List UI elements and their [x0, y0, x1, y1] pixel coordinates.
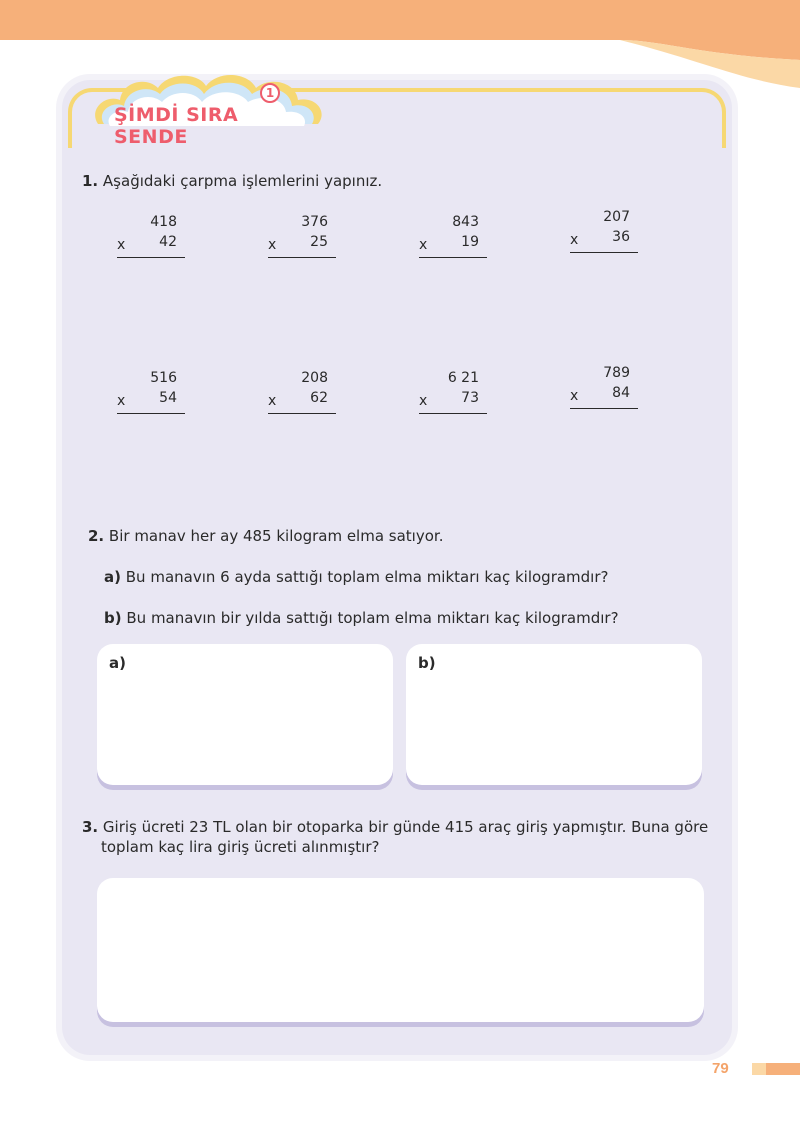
multiplication-problem — [117, 214, 185, 266]
multiplier: 54 — [159, 390, 177, 406]
multiplication-problem — [117, 370, 185, 422]
question-2a-label: a) — [104, 568, 121, 586]
multiplier: 62 — [310, 390, 328, 406]
multiplication-problem — [268, 370, 336, 422]
multiplication-problem — [570, 365, 638, 417]
question-3-line-2: toplam kaç lira giriş ücreti alınmıştır? — [101, 838, 380, 856]
answer-box-b[interactable] — [406, 644, 702, 785]
result-line — [419, 413, 487, 414]
question-1 — [82, 172, 382, 190]
question-2b — [104, 609, 619, 627]
multiplicand: 207 — [603, 209, 630, 225]
times-sign: x — [419, 393, 428, 409]
result-line — [570, 408, 638, 409]
multiplication-problem — [419, 370, 487, 422]
section-title: ŞİMDİ SIRA SENDE — [114, 104, 239, 148]
times-sign: x — [117, 393, 126, 409]
question-2a — [104, 568, 608, 586]
result-line — [570, 252, 638, 253]
times-sign: x — [570, 388, 579, 404]
question-2 — [88, 527, 443, 545]
question-1-prompt: Aşağıdaki çarpma işlemlerini yapınız. — [102, 172, 383, 190]
answer-box-3[interactable] — [97, 878, 704, 1022]
question-3-line-1: Giriş ücreti 23 TL olan bir otoparka bir günde 415 araç giriş yapmıştır. Buna göre — [102, 818, 709, 836]
multiplicand: 208 — [301, 370, 328, 386]
multiplicand: 843 — [452, 214, 479, 230]
times-sign: x — [268, 237, 277, 253]
question-2-number: 2. — [88, 527, 105, 545]
result-line — [419, 257, 487, 258]
multiplier: 25 — [310, 234, 328, 250]
result-line — [268, 413, 336, 414]
multiplier: 19 — [461, 234, 479, 250]
question-2a-text: Bu manavın 6 ayda sattığı toplam elma miktarı kaç kilogramdır? — [125, 568, 609, 586]
result-line — [268, 257, 336, 258]
times-sign: x — [419, 237, 428, 253]
page-number: 79 — [712, 1060, 729, 1077]
multiplication-problem — [570, 209, 638, 261]
times-sign: x — [117, 237, 126, 253]
page-tab-accent — [752, 1063, 766, 1075]
times-sign: x — [570, 232, 579, 248]
answer-box-b-label: b) — [418, 654, 436, 672]
question-1-number: 1. — [82, 172, 99, 190]
multiplicand: 376 — [301, 214, 328, 230]
multiplication-problem — [419, 214, 487, 266]
multiplier: 73 — [461, 390, 479, 406]
answer-box-a[interactable] — [97, 644, 393, 785]
question-2-prompt: Bir manav her ay 485 kilogram elma satıyor. — [108, 527, 444, 545]
result-line — [117, 413, 185, 414]
times-sign: x — [268, 393, 277, 409]
answer-box-a-label: a) — [109, 654, 126, 672]
multiplicand: 789 — [603, 365, 630, 381]
question-2b-label: b) — [104, 609, 122, 627]
multiplier: 84 — [612, 385, 630, 401]
question-3 — [82, 817, 722, 857]
question-2b-text: Bu manavın bir yılda sattığı toplam elma miktarı kaç kilogramdır? — [126, 609, 619, 627]
multiplicand: 418 — [150, 214, 177, 230]
result-line — [117, 257, 185, 258]
question-3-number: 3. — [82, 818, 99, 836]
multiplier: 42 — [159, 234, 177, 250]
multiplicand: 516 — [150, 370, 177, 386]
multiplication-problem — [268, 214, 336, 266]
multiplier: 36 — [612, 229, 630, 245]
multiplicand: 6 21 — [447, 370, 479, 386]
activity-number-badge: 1 — [260, 83, 280, 103]
